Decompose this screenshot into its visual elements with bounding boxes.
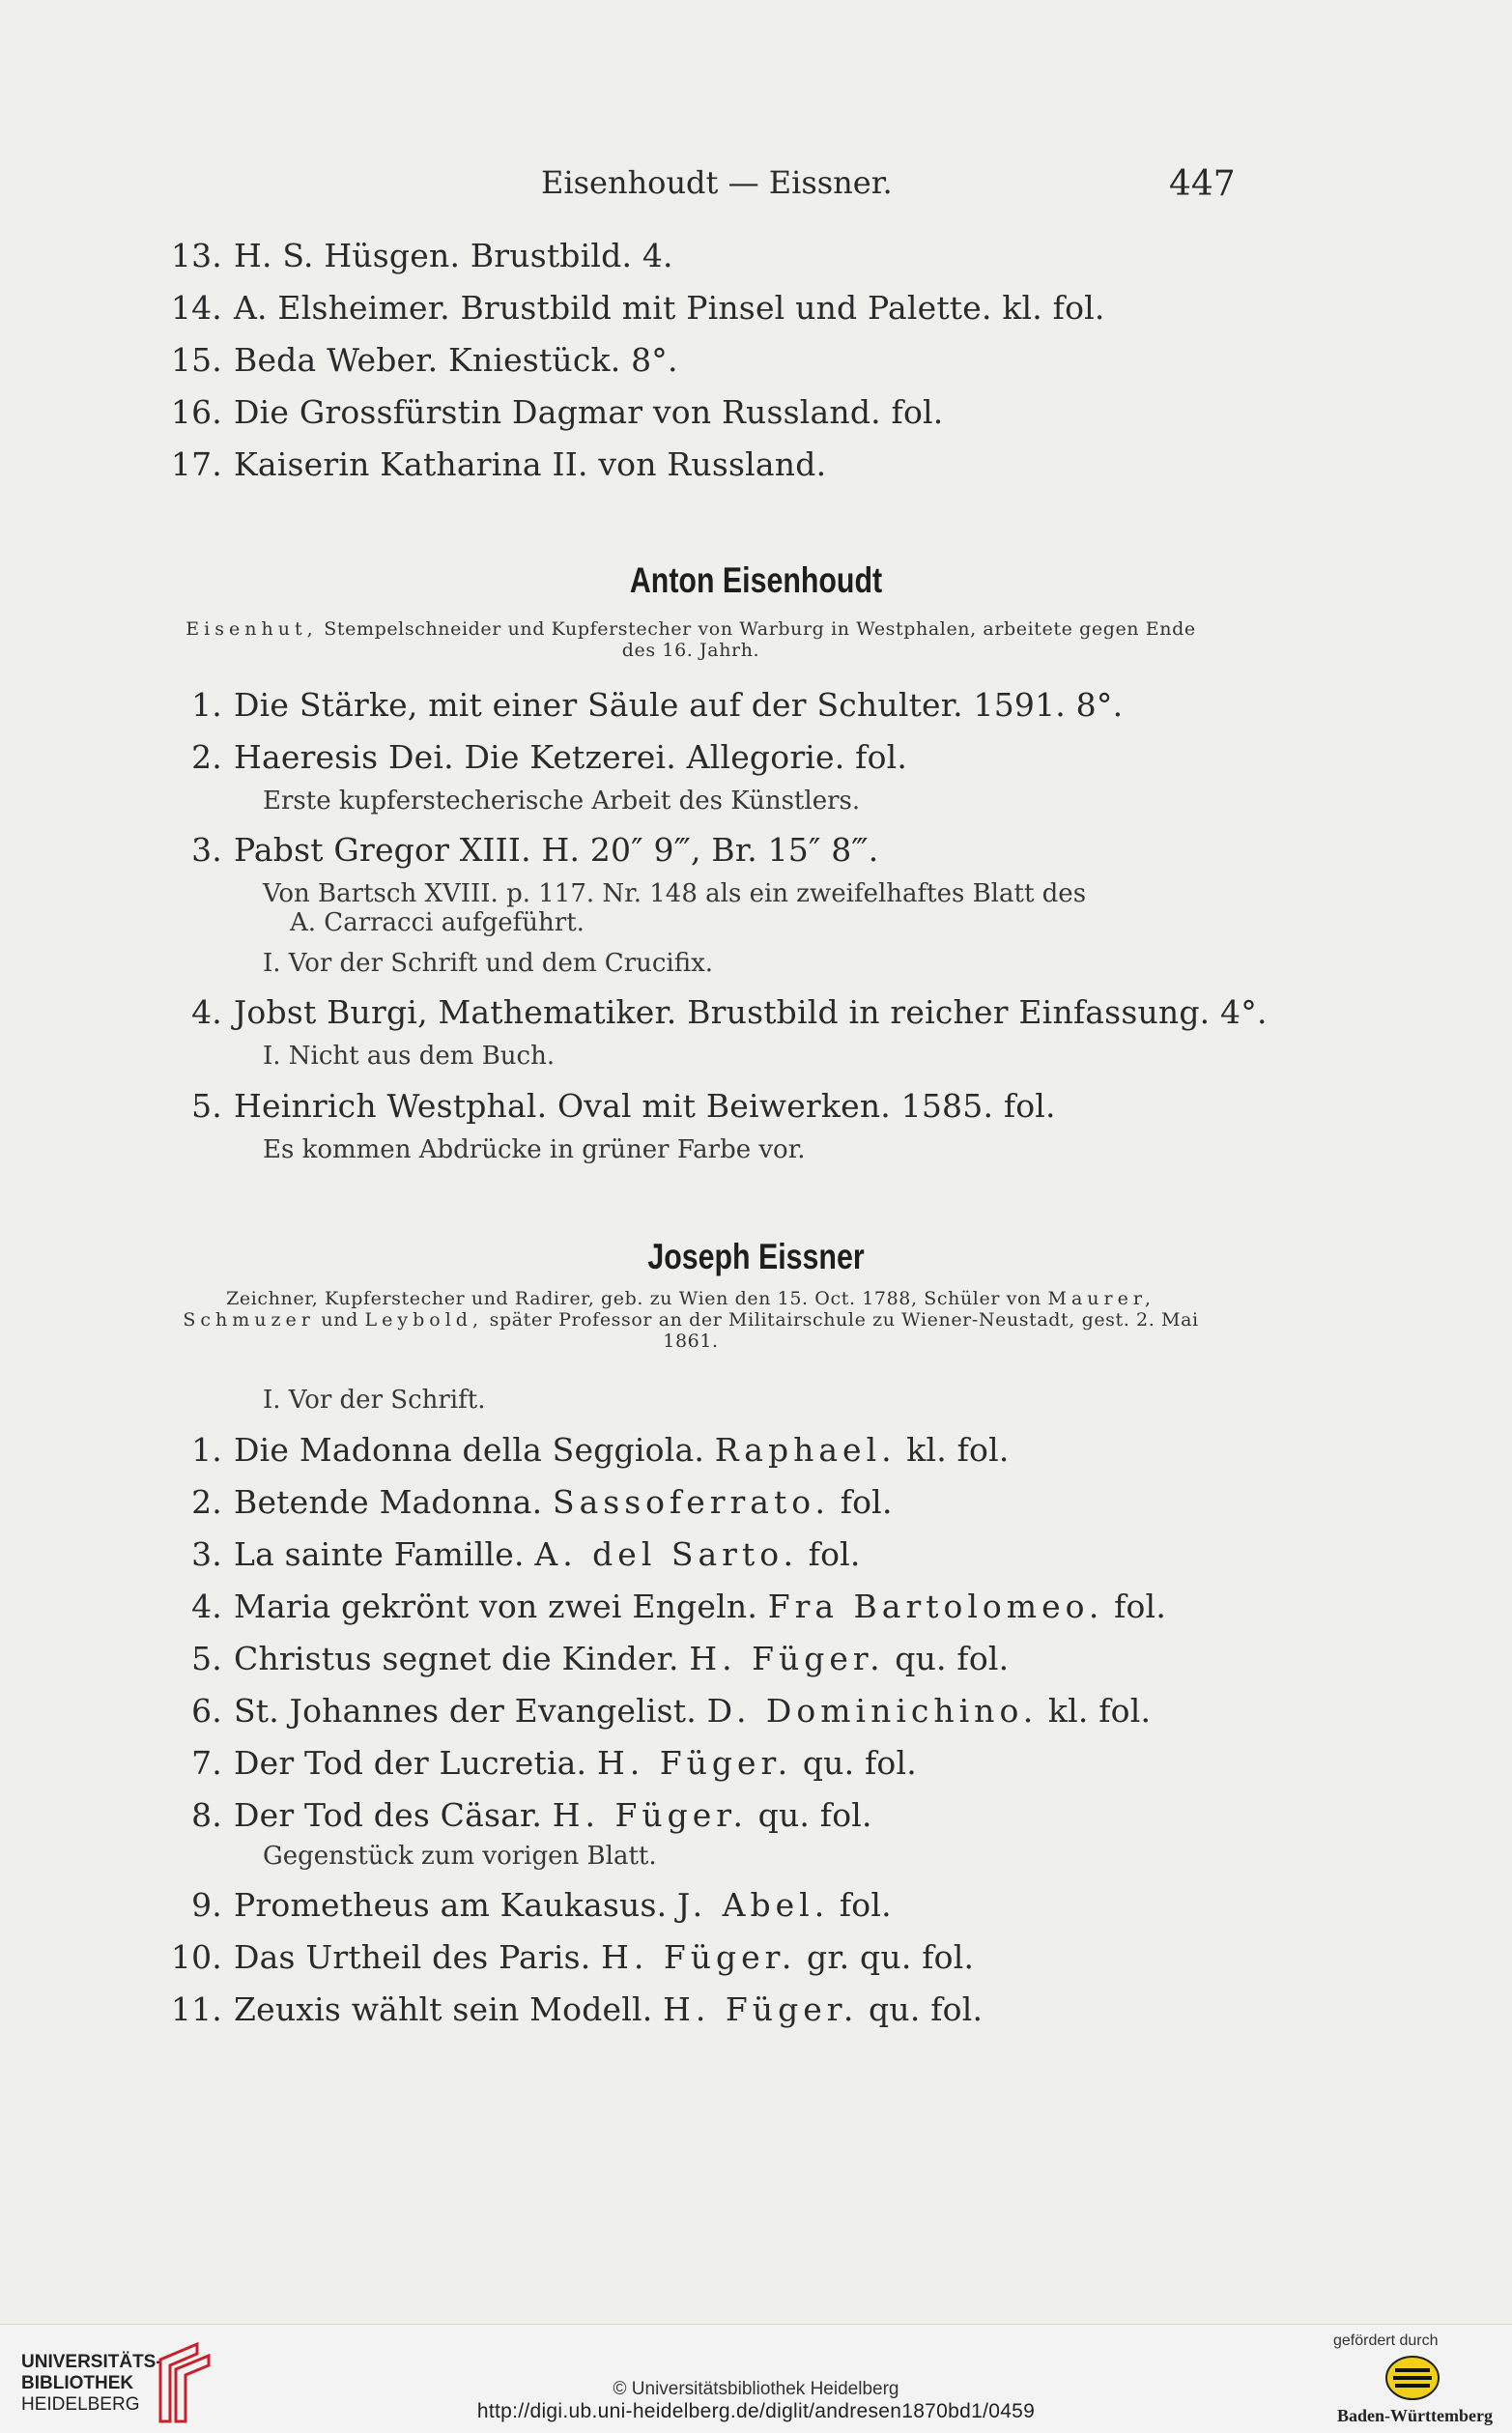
bio-name: Eisenhut,	[185, 618, 318, 640]
entry-artist: Raphael.	[714, 1431, 897, 1469]
entry-text: Heinrich Westphal. Oval mit Beiwerken. 1585. fol.	[234, 1087, 1056, 1125]
entry-number: 4.	[191, 993, 222, 1031]
entry-number: 10.	[170, 1938, 222, 1976]
entry-title: Der Tod des Cäsar.	[234, 1796, 553, 1834]
entry-number: 1.	[191, 1431, 222, 1469]
entry-number: 3.	[191, 831, 222, 869]
entry-note: I. Nicht aus dem Buch.	[263, 1042, 556, 1071]
entry-text: Die Stärke, mit einer Säule auf der Schulter. 1591. 8°.	[234, 686, 1124, 724]
list-item	[160, 289, 1105, 327]
list-item	[160, 1431, 1010, 1469]
library-line: UNIVERSITÄTS-	[21, 2352, 162, 2372]
state-coat-of-arms-icon	[1384, 2354, 1441, 2402]
artist-bio-eisenhoudt	[179, 618, 1203, 661]
list-item	[160, 1588, 1166, 1625]
list-item	[160, 1692, 1151, 1730]
entry-artist: D. Dominichino.	[706, 1692, 1039, 1730]
entry-number: 1.	[191, 686, 222, 724]
entry-artist: Fra Bartolomeo.	[767, 1588, 1104, 1625]
entry-format: kl. fol.	[1038, 1692, 1152, 1730]
entry-note: Es kommen Abdrücke in grüner Farbe vor.	[263, 1135, 806, 1164]
permalink-url[interactable]: http://digi.ub.uni-heidelberg.de/diglit/andresen1870bd1/0459	[476, 2400, 1036, 2422]
entry-artist: H. Füger.	[596, 1744, 793, 1782]
bio-text: Zeichner, Kupferstecher und Radirer, geb. zu Wien den 15. Oct. 1788, Schüler von	[226, 1288, 1048, 1309]
entry-title: Die Madonna della Seggiola.	[234, 1431, 715, 1469]
entry-format: gr. qu. fol.	[796, 1938, 975, 1976]
entry-artist: H. Füger.	[689, 1640, 885, 1677]
bio-teacher-maurer: Maurer,	[1047, 1288, 1155, 1309]
list-item	[160, 393, 943, 431]
entry-title: Das Urtheil des Paris.	[234, 1938, 602, 1976]
entry-number: 7.	[191, 1744, 222, 1782]
page-number: 447	[1169, 164, 1236, 204]
entry-number: 16.	[170, 393, 222, 431]
entry-format: qu. fol.	[858, 1990, 984, 2028]
library-line: HEIDELBERG	[21, 2394, 140, 2415]
entry-format: fol.	[1103, 1588, 1167, 1625]
list-item	[160, 1087, 1056, 1125]
entry-title: Betende Madonna.	[234, 1483, 553, 1521]
list-item	[160, 1938, 974, 1976]
list-item	[160, 341, 678, 379]
entry-format: fol.	[830, 1483, 893, 1521]
entry-number: 5.	[191, 1640, 222, 1677]
entry-note: Von Bartsch XVIII. p. 117. Nr. 148 als ein zweifelhaftes Blatt des	[263, 879, 1087, 908]
list-item	[160, 1535, 861, 1573]
bio-teacher-schmuzer: Schmuzer	[183, 1309, 315, 1331]
bio-text: Stempelschneider und Kupferstecher von Warburg in Westphalen, arbeitete gegen Ende des 16. Jahrh.	[317, 618, 1196, 661]
entry-number: 5.	[191, 1087, 222, 1125]
bio-teacher-leybold: Leybold,	[364, 1309, 483, 1331]
entry-number: 3.	[191, 1535, 222, 1573]
list-item	[160, 1744, 917, 1782]
entry-artist: H. Füger.	[552, 1796, 748, 1834]
entry-number: 13.	[170, 237, 222, 274]
list-item	[160, 237, 673, 274]
entry-text: Die Grossfürstin Dagmar von Russland. fol.	[234, 393, 944, 431]
entry-format: qu. fol.	[884, 1640, 1010, 1677]
entry-number: 11.	[170, 1990, 222, 2028]
entry-note: I. Vor der Schrift und dem Crucifix.	[263, 949, 714, 978]
list-item	[160, 1483, 893, 1521]
list-item	[160, 1640, 1009, 1677]
list-item	[160, 686, 1123, 724]
footer-bar	[0, 2324, 1512, 2433]
entry-title: Prometheus am Kaukasus.	[234, 1886, 678, 1924]
list-item	[160, 831, 878, 869]
entry-number: 8.	[191, 1796, 222, 1834]
entry-title: St. Johannes der Evangelist.	[234, 1692, 707, 1730]
list-item	[160, 993, 1268, 1031]
entry-format: qu. fol.	[792, 1744, 917, 1782]
entry-title: Maria gekrönt von zwei Engeln.	[234, 1588, 768, 1625]
artist-bio-eissner	[179, 1288, 1203, 1352]
entry-artist: J. Abel.	[677, 1886, 830, 1924]
entry-number: 2.	[191, 738, 222, 776]
copyright-notice: © Universitätsbibliothek Heidelberg	[613, 2379, 899, 2399]
list-item	[160, 1796, 872, 1834]
list-item	[160, 445, 826, 483]
state-name: Baden-Württemberg	[1337, 2406, 1493, 2425]
entry-number: 15.	[170, 341, 222, 379]
entry-format: fol.	[829, 1886, 892, 1924]
entry-text: H. S. Hüsgen. Brustbild. 4.	[234, 237, 673, 274]
entry-artist: H. Füger.	[663, 1990, 859, 2028]
entry-title: La sainte Famille.	[234, 1535, 535, 1573]
list-item	[160, 1990, 983, 2028]
entry-note: Gegenstück zum vorigen Blatt.	[263, 1842, 657, 1871]
funding-label: gefördert durch	[1333, 2333, 1439, 2349]
entry-number: 17.	[170, 445, 222, 483]
entry-artist: H. Füger.	[601, 1938, 797, 1976]
running-header-title: Eisenhoudt — Eissner.	[541, 164, 893, 201]
section-heading-eisenhoudt: Anton Eisenhoudt	[629, 560, 883, 600]
section-heading-eissner: Joseph Eissner	[647, 1237, 865, 1276]
entry-artist: Sassoferrato.	[552, 1483, 831, 1521]
entry-format: qu. fol.	[747, 1796, 872, 1834]
entry-note: Erste kupferstecherische Arbeit des Künstlers.	[263, 787, 861, 816]
entry-text: Pabst Gregor XIII. H. 20″ 9‴, Br. 15″ 8‴.	[234, 831, 879, 869]
entry-text: Haeresis Dei. Die Ketzerei. Allegorie. fol.	[234, 738, 908, 776]
entry-format: kl. fol.	[896, 1431, 1010, 1469]
entry-note: A. Carracci aufgeführt.	[290, 908, 585, 937]
bio-text: später Professor an der Militairschule zu Wiener-Neustadt, gest. 2. Mai 1861.	[483, 1309, 1199, 1352]
entry-format: fol.	[797, 1535, 861, 1573]
entry-text: Kaiserin Katharina II. von Russland.	[234, 445, 827, 483]
bio-text: und	[314, 1309, 365, 1331]
entry-title: Christus segnet die Kinder.	[234, 1640, 690, 1677]
entry-title: Der Tod der Lucretia.	[234, 1744, 597, 1782]
entry-number: 2.	[191, 1483, 222, 1521]
entry-number: 9.	[191, 1886, 222, 1924]
list-item	[160, 738, 907, 776]
list-item	[160, 1886, 892, 1924]
entry-text: Beda Weber. Kniestück. 8°.	[234, 341, 678, 379]
entry-number: 6.	[191, 1692, 222, 1730]
entry-number: 4.	[191, 1588, 222, 1625]
entry-text: Jobst Burgi, Mathematiker. Brustbild in reicher Einfassung. 4°.	[234, 993, 1268, 1031]
state-note: I. Vor der Schrift.	[263, 1386, 486, 1415]
library-line: BIBLIOTHEK	[21, 2373, 134, 2393]
entry-title: Zeuxis wählt sein Modell.	[234, 1990, 664, 2028]
entry-artist: A. del Sarto.	[534, 1535, 798, 1573]
entry-number: 14.	[170, 289, 222, 327]
entry-text: A. Elsheimer. Brustbild mit Pinsel und Palette. kl. fol.	[234, 289, 1105, 327]
